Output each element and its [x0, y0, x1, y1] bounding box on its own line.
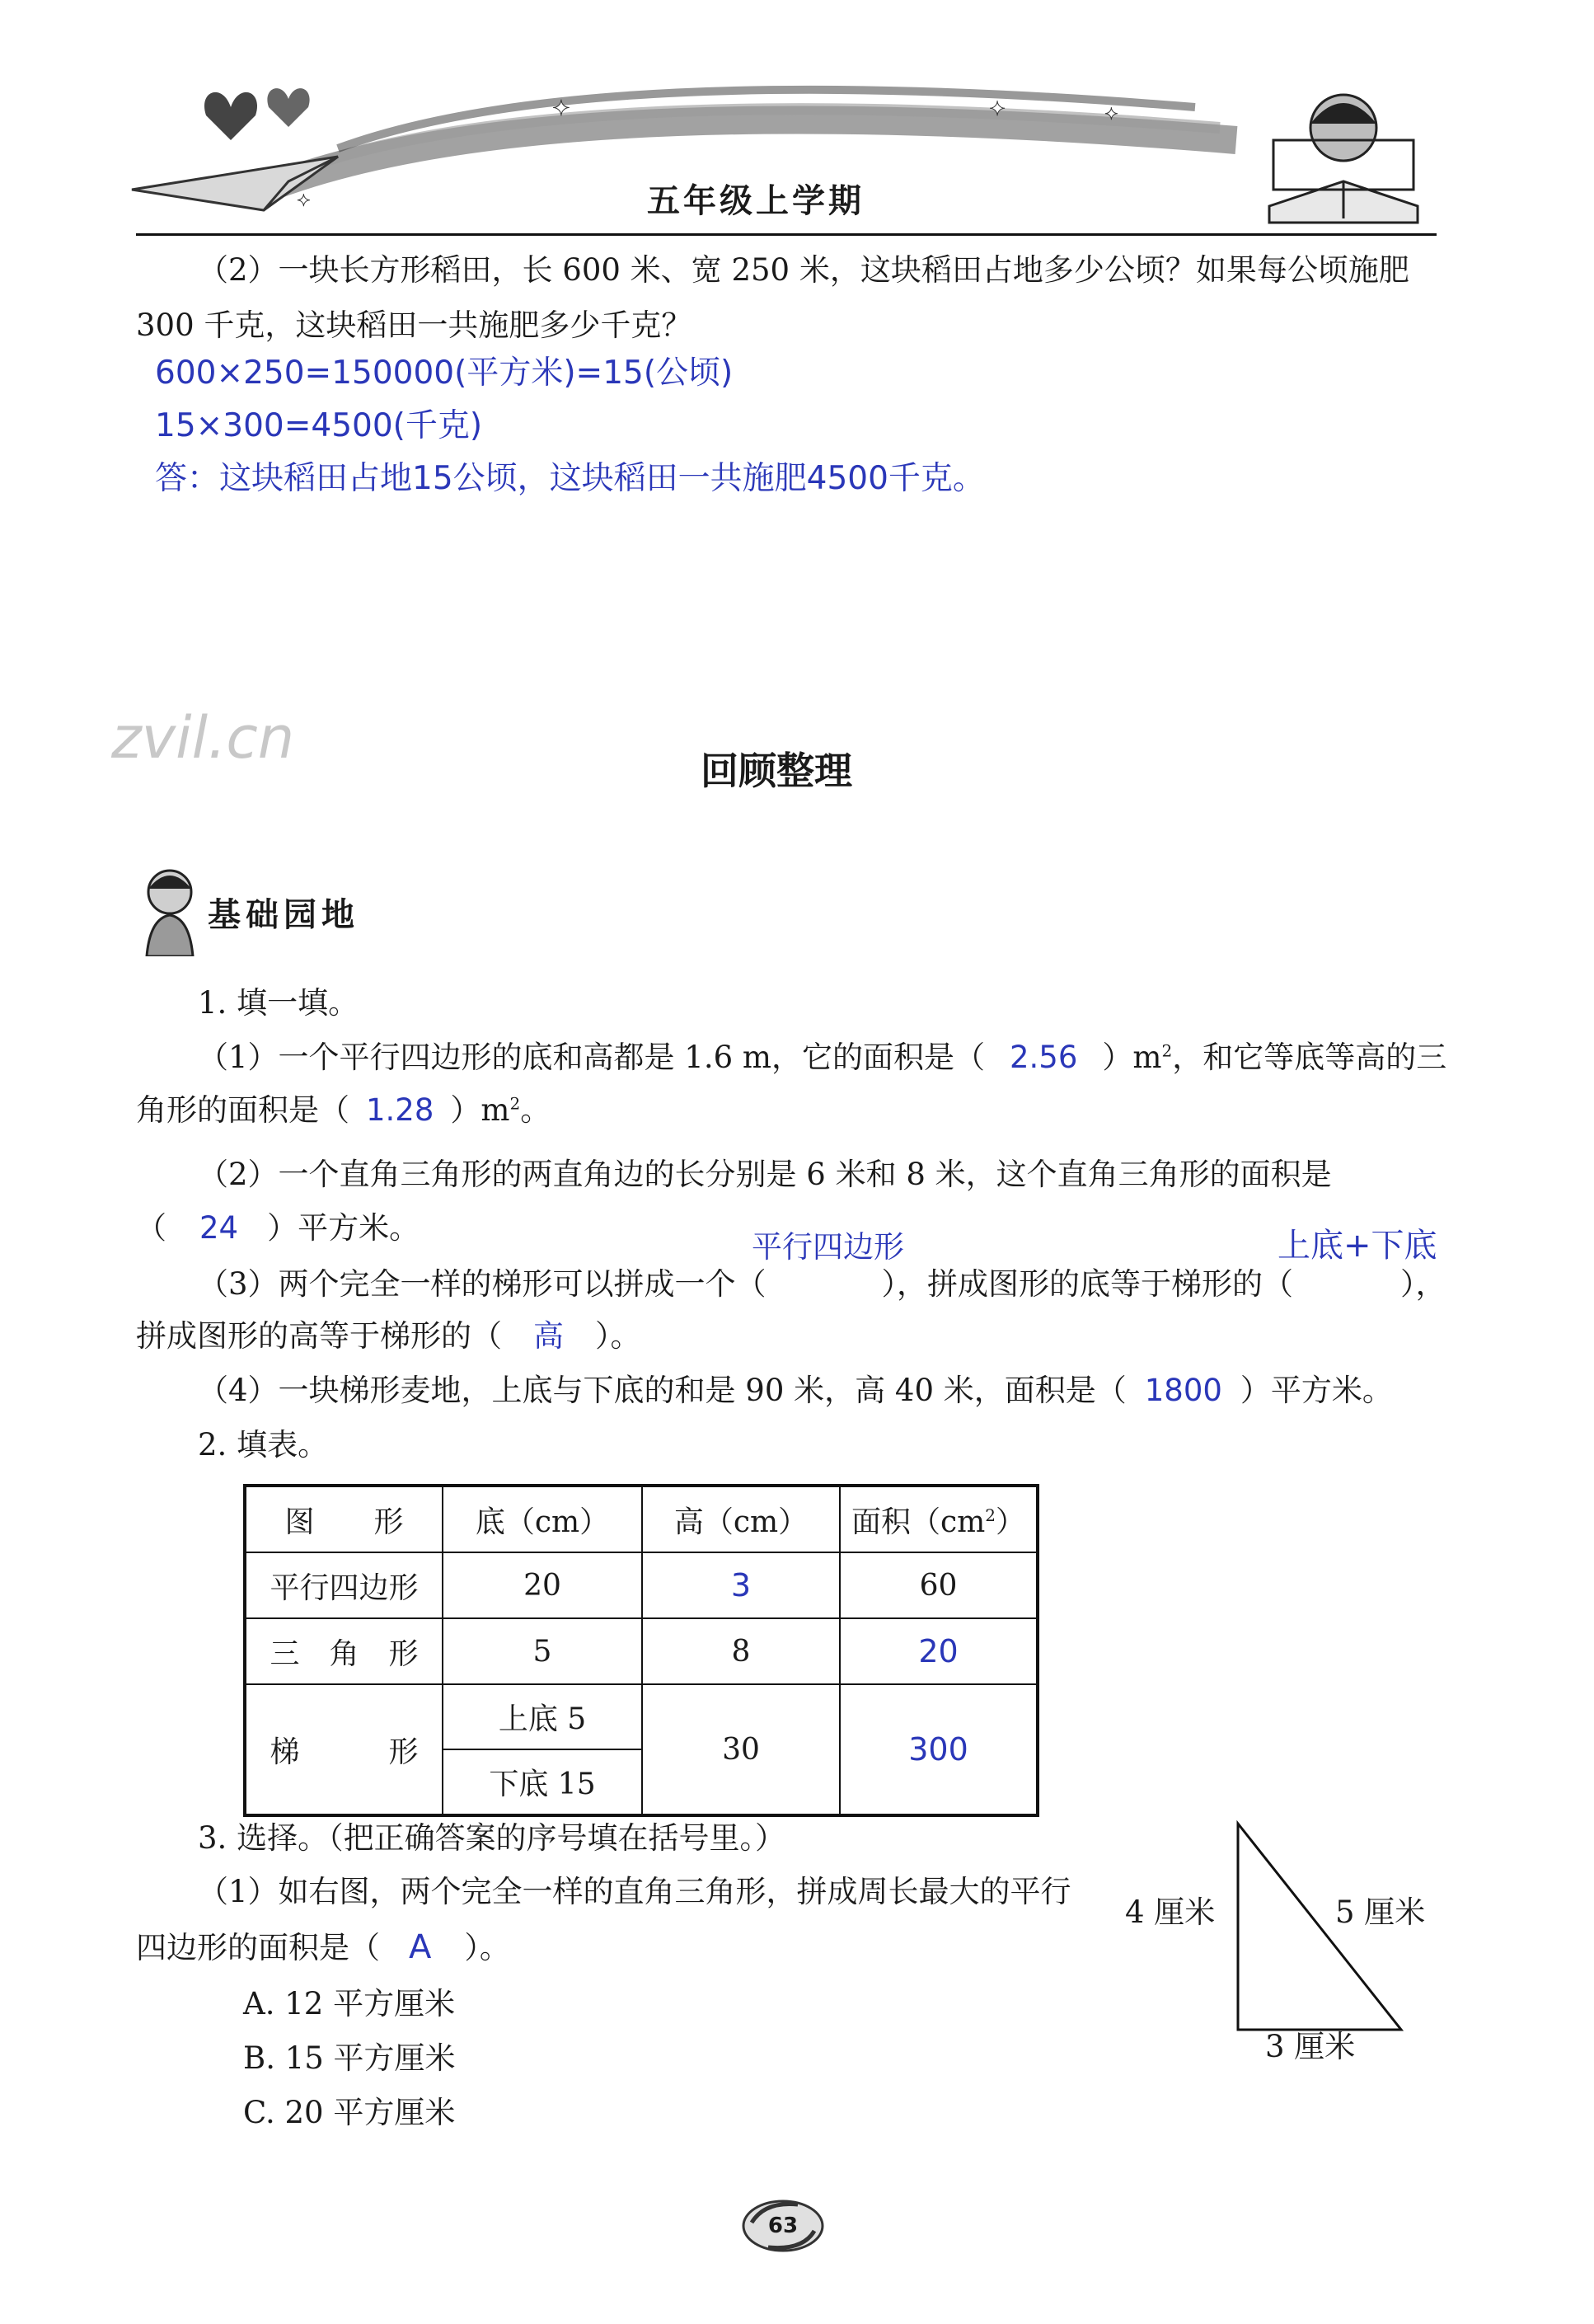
top-answer-line2: 15×300=4500(千克): [155, 407, 483, 444]
page-number: 63: [767, 2214, 799, 2238]
q1-p1-sup2: 2: [509, 1093, 521, 1114]
cell-area-answer: 20: [840, 1618, 1038, 1684]
fill-table: [243, 1484, 1039, 1817]
svg-text:✦: ✦: [1104, 104, 1118, 124]
q1-p1-text-d: 角形的面积是（: [136, 1092, 349, 1128]
q1-p3-line1: [198, 1264, 1446, 1305]
boy-icon: [138, 866, 200, 956]
q1-p1-line1: [198, 1037, 1446, 1078]
q3-p1-line2: [136, 1927, 510, 1969]
q3-p1-line1: （1）如右图，两个完全一样的直角三角形，拼成周长最大的平行: [198, 1874, 1071, 1909]
q3-option-c: C. 20 平方厘米: [243, 2095, 456, 2130]
q1-title: 1. 填一填。: [198, 985, 359, 1021]
watermark: zvil.cn: [111, 704, 295, 772]
q1-p4-answer: 1800: [1144, 1373, 1222, 1408]
q3-option-b: B. 15 平方厘米: [243, 2040, 456, 2076]
q1-p3-text-c: ），: [1400, 1266, 1446, 1302]
cell-shape: 梯 形: [245, 1684, 443, 1815]
cell-height: 8: [642, 1618, 840, 1684]
header-height: 高（cm）: [642, 1486, 840, 1552]
table-row: [245, 1552, 1038, 1618]
q1-p2-line2: [136, 1208, 420, 1249]
q1-p1-line2: [136, 1090, 551, 1131]
q1-p1-text-c: ，和它等底等高的三: [1172, 1040, 1447, 1075]
cell-height: 30: [642, 1684, 840, 1815]
top-answer-line3: 答：这块稻田占地15公顷，这块稻田一共施肥4500千克。: [155, 460, 985, 497]
q2-title: 2. 填表。: [198, 1427, 329, 1462]
q1-p4-text-b: ）平方米。: [1240, 1373, 1393, 1408]
svg-text:✦: ✦: [989, 97, 1006, 120]
q1-p1-text-a: （1）一个平行四边形的底和高都是 1.6 m，它的面积是（: [198, 1040, 985, 1075]
header-rule: [136, 233, 1437, 236]
q3-title: 3. 选择。（把正确答案的序号填在括号里。）: [198, 1820, 786, 1856]
q1-p1-text-b: ）m: [1102, 1040, 1162, 1075]
q1-p4-line: [198, 1370, 1393, 1411]
figure-label-bottom: 3 厘米: [1265, 2029, 1356, 2064]
q3-p1-text-a: 四边形的面积是（: [136, 1930, 380, 1965]
cell-base: 20: [443, 1552, 642, 1618]
top-question-line1: （2）一块长方形稻田，长 600 米、宽 250 米，这块稻田占地多少公顷？如果每公顷施肥: [198, 252, 1409, 288]
q3-option-a: A. 12 平方厘米: [243, 1986, 456, 2021]
q1-p1-sup1: 2: [1161, 1040, 1173, 1061]
figure-label-hyp: 5 厘米: [1335, 1894, 1426, 1930]
header-area-text: 面积（cm: [851, 1505, 986, 1539]
figure-label-left: 4 厘米: [1125, 1894, 1216, 1930]
header-area-sup: 2: [985, 1505, 996, 1525]
top-question-line2: 300 千克，这块稻田一共施肥多少千克？: [136, 308, 692, 343]
q1-p3-answer3: 高: [533, 1318, 564, 1354]
svg-text:✦: ✦: [552, 96, 570, 121]
q1-p1-answer2: 1.28: [366, 1092, 434, 1128]
header-area: [840, 1486, 1038, 1552]
header-shape: 图 形: [245, 1486, 443, 1552]
cell-area-answer: 300: [840, 1684, 1038, 1815]
header-area-close: ）: [996, 1505, 1026, 1539]
q1-p3-text-e: ）。: [595, 1318, 641, 1354]
q1-p3-text-b: ），拼成图形的底等于梯形的（: [881, 1266, 1294, 1302]
table-row: [245, 1684, 1038, 1749]
header-base: 底（cm）: [443, 1486, 642, 1552]
q1-p2-line1: （2）一个直角三角形的两直角边的长分别是 6 米和 8 米，这个直角三角形的面积是: [198, 1157, 1332, 1192]
q1-p3-answer1: 平行四边形: [752, 1229, 904, 1265]
svg-text:✦: ✦: [297, 190, 311, 210]
q1-p1-text-f: 。: [520, 1092, 551, 1128]
q3-p1-text-b: ）。: [464, 1930, 510, 1965]
table-header-row: [245, 1486, 1038, 1552]
cell-shape: 平行四边形: [245, 1552, 443, 1618]
q3-p1-answer: A: [409, 1928, 432, 1966]
q1-p3-text-d: 拼成图形的高等于梯形的（: [136, 1318, 502, 1354]
q1-p3-text-a: （3）两个完全一样的梯形可以拼成一个（: [198, 1266, 767, 1302]
q1-p1-text-e: ）m: [450, 1092, 510, 1128]
grade-title: 五年级上学期: [647, 182, 865, 220]
q1-p3-answer2: 上底+下底: [1278, 1227, 1437, 1265]
q1-p2-text-b: （: [136, 1210, 166, 1246]
q1-p2-text-c: ）平方米。: [267, 1210, 420, 1246]
cell-shape: 三 角 形: [245, 1618, 443, 1684]
q1-p1-answer1: 2.56: [1010, 1040, 1078, 1075]
cell-height-answer: 3: [642, 1552, 840, 1618]
q1-p2-answer: 24: [199, 1210, 239, 1246]
q1-p3-line2: [136, 1316, 641, 1357]
q1-p4-text-a: （4）一块梯形麦地，上底与下底的和是 90 米，高 40 米，面积是（: [198, 1373, 1127, 1408]
cell-area: 60: [840, 1552, 1038, 1618]
cell-base-top: 上底 5: [443, 1684, 642, 1749]
section-title: 回顾整理: [701, 749, 852, 793]
table-row: [245, 1618, 1038, 1684]
cell-base-bottom: 下底 15: [443, 1749, 642, 1815]
cell-base: 5: [443, 1618, 642, 1684]
subsection-title: 基础园地: [208, 896, 359, 934]
top-answer-line1: 600×250=150000(平方米)=15(公顷): [155, 354, 734, 392]
